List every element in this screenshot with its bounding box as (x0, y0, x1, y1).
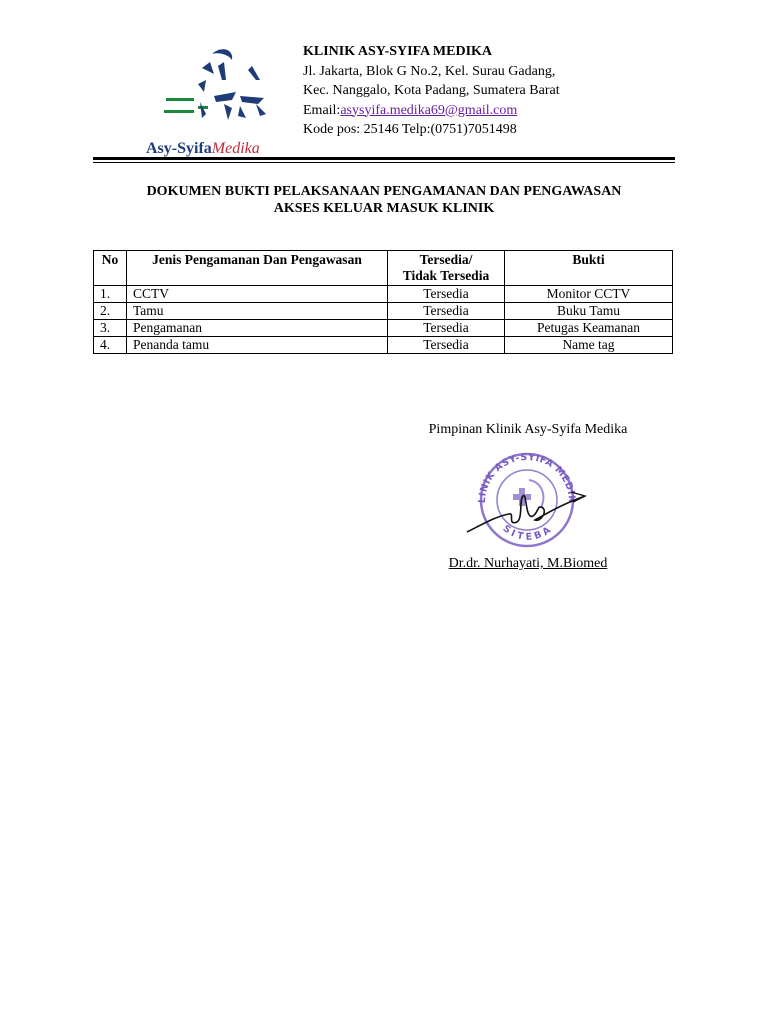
document-title-line-2: AKSES KELUAR MASUK KLINIK (273, 201, 495, 216)
header-tersedia (388, 251, 505, 286)
email-label: Email: (303, 102, 341, 118)
logo-emblem-icon (140, 40, 300, 140)
evidence-table (93, 250, 673, 354)
cell-no: 2. (94, 303, 127, 320)
clinic-stamp-icon (463, 450, 593, 550)
email-link[interactable]: asysyifa.medika69@gmail.com (340, 102, 518, 118)
cell-tersedia: Tersedia (388, 303, 505, 320)
address-line-1: Jl. Jakarta, Blok G No.2, Kel. Surau Gadang, (303, 63, 556, 79)
document-title (93, 183, 675, 217)
table-row (94, 320, 673, 337)
cell-tersedia: Tersedia (388, 337, 505, 354)
signature-title: Pimpinan Klinik Asy-Syifa Medika (428, 422, 628, 437)
header-tersedia-line-1: Tersedia/ (419, 252, 473, 267)
contact-line: Kode pos: 25146 Telp:(0751)7051498 (303, 122, 517, 137)
logo-wordmark (146, 140, 260, 158)
clinic-name: KLINIK ASY-SYIFA MEDIKA (303, 44, 493, 59)
cell-bukti: Buku Tamu (505, 303, 673, 320)
header-jenis: Jenis Pengamanan Dan Pengawasan (127, 251, 388, 286)
logo-brand-main: Asy-Syifa (146, 140, 212, 157)
stamp-text-bottom: SITEBA (500, 523, 556, 543)
clinic-logo (140, 40, 300, 165)
cell-tersedia: Tersedia (388, 320, 505, 337)
signature-block (390, 421, 666, 439)
cell-bukti: Petugas Keamanan (505, 320, 673, 337)
table-header-row (94, 251, 673, 286)
stamp-text-top: LINIK ASY-SYIFA MEDIK (476, 451, 578, 504)
header-no: No (94, 251, 127, 286)
cell-jenis: Tamu (127, 303, 388, 320)
address-line-2: Kec. Nanggalo, Kota Padang, Sumatera Barat (303, 83, 560, 98)
header-divider-thin (93, 162, 675, 163)
document-title-line-1: DOKUMEN BUKTI PELAKSANAAN PENGAMANAN DAN PENGAWASAN (146, 184, 622, 199)
cell-no: 3. (94, 320, 127, 337)
logo-brand-sub: Medika (211, 140, 260, 157)
header-divider-thick (93, 157, 675, 160)
cell-no: 1. (94, 286, 127, 303)
cell-jenis: CCTV (127, 286, 388, 303)
header-tersedia-line-2: Tidak Tersedia (402, 268, 490, 283)
table-row (94, 303, 673, 320)
email-line (303, 101, 560, 121)
table-row (94, 286, 673, 303)
cell-jenis: Penanda tamu (127, 337, 388, 354)
cell-bukti: Name tag (505, 337, 673, 354)
letterhead (303, 42, 560, 140)
cell-jenis: Pengamanan (127, 320, 388, 337)
signer-name: Dr.dr. Nurhayati, M.Biomed (448, 556, 608, 571)
header-bukti: Bukti (505, 251, 673, 286)
cell-tersedia: Tersedia (388, 286, 505, 303)
cell-bukti: Monitor CCTV (505, 286, 673, 303)
table-row (94, 337, 673, 354)
cell-no: 4. (94, 337, 127, 354)
